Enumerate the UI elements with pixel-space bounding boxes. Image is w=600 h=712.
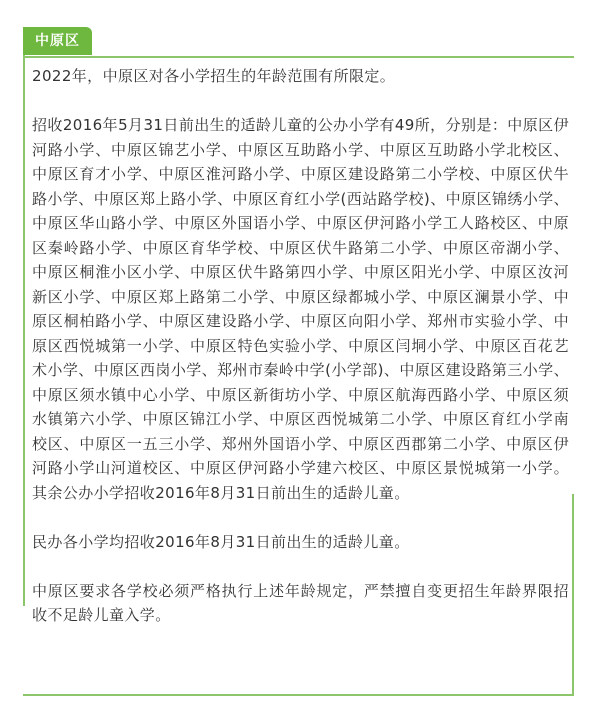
frame-right-border: [572, 494, 574, 696]
public-school-list-paragraph: 招收2016年5月31日前出生的适龄儿童的公办小学有49所，分别是：中原区伊河路小学、中原区锦艺小学、中原区互助路小学、中原区互助路小学北校区、中原区育才小学、中原区淮河路小学、中原区建设路第二小学校、中原区伏牛路小学、中原区郑上路小学、中原区育红小学(西站路学校)、中原区锦绣小学、中原区华山路小学、中原区外国语小学、中原区伊河路小学工人路校区、中原区秦岭路小学、中原区育华学校、中原区伏牛路第二小学、中原区帝湖小学、中原区桐淮小区小学、中原区伏牛路第四小学、中原区阳光小学、中原区汝河新区小学、中原区郑上路第二小学、中原区绿都城小学、中原区澜景小学、中原区桐柏路小学、中原区建设路小学、中原区向阳小学、郑州市实验小学、中原区西悦城第一小学、中原区特色实验小学、中原区闫垌小学、中原区百花艺术小学、中原区西岗小学、郑州市秦岭中学(小学部)、中原区建设路第三小学、中原区须水镇中心小学、中原区新街坊小学、中原区航海西路小学、中原区须水镇第六小学、中原区锦江小学、中原区西悦城第二小学、中原区育红小学南校区、中原区一五三小学、郑州外国语小学、中原区西郡第二小学、中原区伊河路小学山河道校区、中原区伊河路小学建六校区、中原区景悦城第一小学。其余公办小学招收2016年8月31日前出生的适龄儿童。: [32, 116, 569, 502]
intro-paragraph: 2022年，中原区对各小学招生的年龄范围有所限定。: [32, 67, 396, 85]
frame-left-border: [23, 46, 25, 606]
article-body: [32, 64, 569, 652]
section-tag: 中原区: [23, 27, 92, 55]
frame-top-border: [23, 56, 574, 58]
private-school-paragraph: 民办各小学均招收2016年8月31日前出生的适龄儿童。: [32, 532, 410, 551]
frame-bottom-border: [23, 694, 574, 696]
requirement-paragraph: 中原区要求各学校必须严格执行上述年龄规定，严禁擅自变更招生年龄界限招收不足龄儿童入学。: [32, 581, 569, 624]
